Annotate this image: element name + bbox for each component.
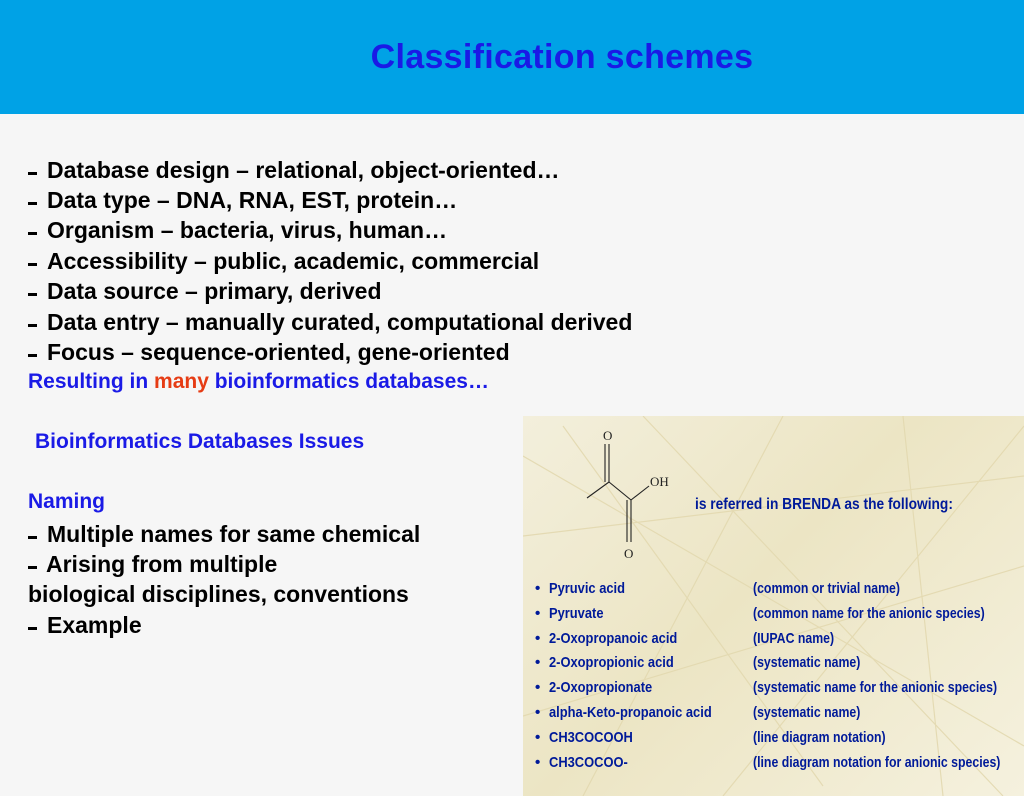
synonym-name: 2-Oxopropionic acid bbox=[549, 654, 674, 672]
bullet-text: Organism – bacteria, virus, human… bbox=[47, 217, 448, 243]
synonym-row bbox=[535, 754, 1024, 779]
synonym-description: (common name for the anionic species) bbox=[753, 604, 985, 622]
bullet-item bbox=[28, 187, 457, 214]
synonym-row bbox=[535, 679, 1024, 704]
synonym-row bbox=[535, 630, 1024, 655]
bullet-dot-icon: • bbox=[535, 580, 541, 597]
bullet-text: Data entry – manually curated, computational derived bbox=[47, 309, 633, 335]
bullet-text: Accessibility – public, academic, commercial bbox=[47, 248, 540, 274]
bullet-dot-icon: • bbox=[535, 654, 541, 672]
header-bar bbox=[0, 0, 1024, 114]
pyruvate-figure bbox=[523, 416, 1024, 796]
dash-icon bbox=[28, 324, 37, 327]
dash-icon bbox=[28, 172, 37, 175]
synonym-description: (IUPAC name) bbox=[753, 629, 835, 647]
bullet-item bbox=[28, 157, 560, 184]
bullet-dot-icon: • bbox=[535, 753, 541, 771]
synonym-name: Pyruvic acid bbox=[549, 580, 626, 597]
figure-caption: is referred in BRENDA as the following: bbox=[695, 496, 953, 513]
synonym-name: Pyruvate bbox=[549, 604, 604, 622]
slide-title: Classification schemes bbox=[370, 38, 754, 76]
synonym-name: 2-Oxopropionate bbox=[549, 679, 653, 697]
bullet-item bbox=[28, 309, 632, 336]
issues-heading: Bioinformatics Databases Issues bbox=[35, 430, 365, 453]
bullet-dot-icon: • bbox=[535, 629, 541, 647]
bullet-dot-icon: • bbox=[535, 679, 541, 697]
dash-icon bbox=[28, 566, 37, 569]
naming-item-text: Arising from multiple bbox=[46, 551, 278, 577]
synonym-row bbox=[535, 654, 1024, 679]
naming-item-text: Multiple names for same chemical bbox=[47, 521, 421, 547]
dash-icon bbox=[28, 263, 37, 266]
result-suffix: bioinformatics databases… bbox=[214, 370, 489, 393]
synonym-name: 2-Oxopropanoic acid bbox=[549, 629, 678, 647]
dash-icon bbox=[28, 293, 37, 296]
bullet-dot-icon: • bbox=[535, 728, 541, 746]
naming-item-continuation: biological disciplines, conventions bbox=[28, 581, 409, 607]
dash-icon bbox=[28, 536, 37, 539]
bullet-text: Data type – DNA, RNA, EST, protein… bbox=[47, 187, 458, 213]
synonym-name: CH3COCOOH bbox=[549, 728, 633, 746]
result-line bbox=[28, 370, 489, 394]
bullet-dot-icon: • bbox=[535, 604, 541, 622]
atom-label-o: O bbox=[624, 546, 634, 561]
synonym-description: (systematic name) bbox=[753, 654, 861, 672]
dash-icon bbox=[28, 232, 37, 235]
synonym-description: (line diagram notation) bbox=[753, 728, 886, 746]
bullet-item bbox=[28, 248, 539, 275]
naming-item bbox=[28, 612, 142, 639]
synonym-name: CH3COCOO- bbox=[549, 753, 628, 771]
atom-label-oh: OH bbox=[650, 474, 669, 489]
bullet-text: Database design – relational, object-oriented… bbox=[47, 157, 560, 183]
synonym-row bbox=[535, 605, 1024, 630]
dash-icon bbox=[28, 627, 37, 630]
synonym-row bbox=[535, 580, 1024, 605]
synonym-description: (systematic name) bbox=[753, 704, 861, 721]
bullet-dot-icon: • bbox=[535, 704, 541, 721]
result-highlight: many bbox=[154, 370, 209, 393]
synonym-description: (systematic name for the anionic species) bbox=[753, 679, 998, 697]
synonym-description: (common or trivial name) bbox=[753, 580, 900, 597]
naming-heading: Naming bbox=[28, 490, 106, 513]
naming-item bbox=[28, 521, 420, 548]
synonym-name: alpha-Keto-propanoic acid bbox=[549, 704, 712, 721]
synonym-row bbox=[535, 704, 1024, 729]
bullet-text: Focus – sequence-oriented, gene-oriented bbox=[47, 339, 510, 365]
synonym-row bbox=[535, 729, 1024, 754]
bullet-item bbox=[28, 278, 382, 305]
bullet-item bbox=[28, 339, 510, 366]
result-prefix: Resulting in bbox=[28, 370, 149, 393]
naming-item bbox=[28, 551, 277, 578]
bullet-item bbox=[28, 217, 447, 244]
naming-item-text: Example bbox=[47, 612, 142, 638]
synonym-description: (line diagram notation for anionic species) bbox=[753, 753, 1001, 771]
atom-label-o: O bbox=[603, 428, 613, 443]
dash-icon bbox=[28, 202, 37, 205]
bullet-text: Data source – primary, derived bbox=[47, 278, 382, 304]
dash-icon bbox=[28, 354, 37, 357]
